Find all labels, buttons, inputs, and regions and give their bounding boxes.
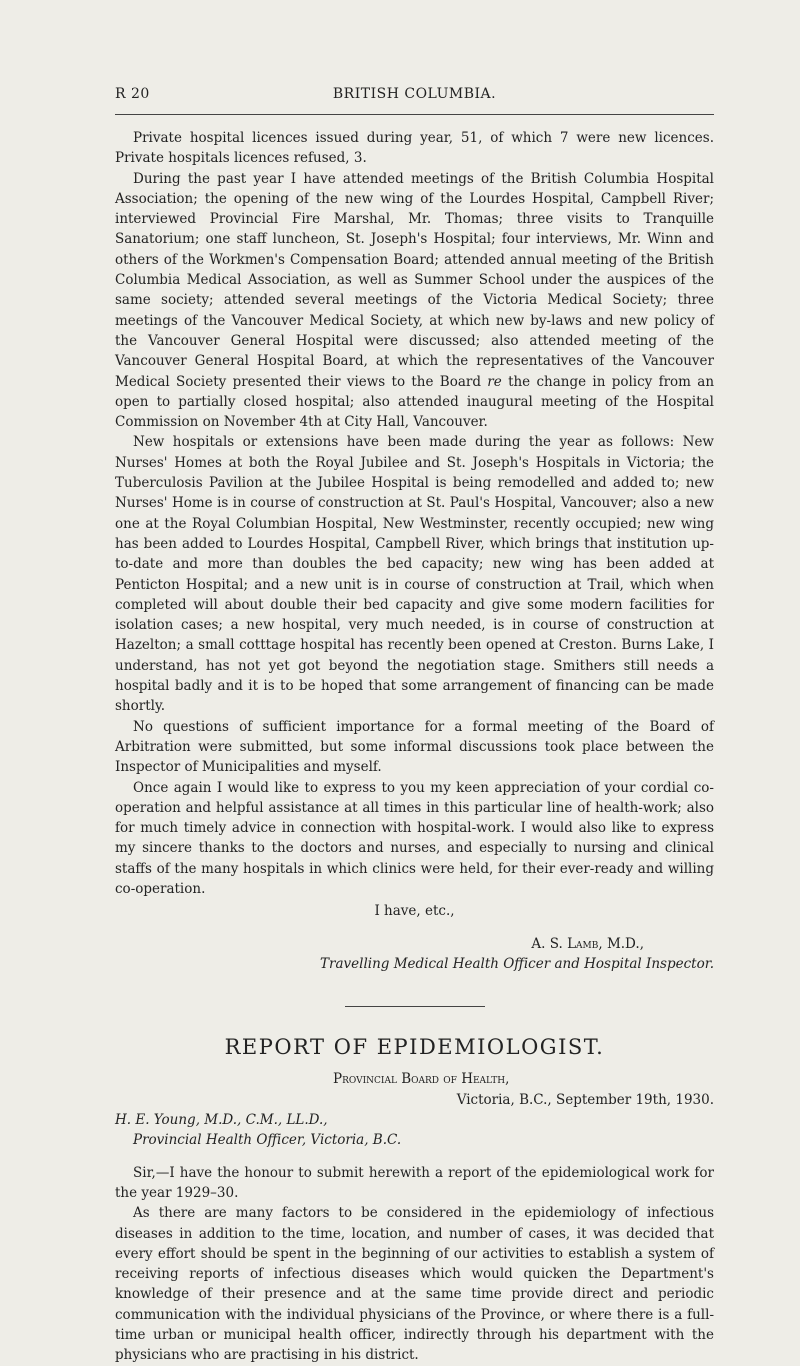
meetings-text-a: During the past year I have attended meetings of the British Columbia Hospital Association; the opening of the new wing of the Lourdes Hospital, Campbell River; interviewed Provincial Fire Marshal, Mr. Thomas; three visits to Tranquille Sanatorium; one staff luncheon, St. Joseph's Hospital; four interviews, Mr. Winn and others of the Workmen's Compensation Board; attended annual meeting of the British Columbia Medical Association, as well as Summer School under the auspices of the same society; attended several meetings of the Victoria Medical Society; three meetings of the Vancouver Medical Society, at which new by-laws and new policy of the Vancouver General Hospital were discussed; also attended meeting of the Vancouver General Hospital Board, at which the representatives of the Vancouver Medical Society presented their views to the Board (115, 170, 714, 390)
paragraph-licences: Private hospital licences issued during year, 51, of which 7 were new licences. Private hospitals licences refused, 3. (115, 130, 714, 167)
addressee-name (115, 1110, 714, 1130)
paragraph-epidemiology: As there are many factors to be considered in the epidemiology of infectious diseases in addition to the time, location, and number of cases, it was decided that every effort should be spent in the beginning of our activities to establish a system of receiving reports of infectious diseases which would quicken the Department's knowledge of their presence and at the same time provide direct and periodic communication with the individual physicians of the Province, or where there is a full-time urban or municipal health officer, indirectly through his department with the physicians who are practising in his district. (115, 1205, 714, 1364)
running-head (115, 86, 714, 106)
paragraph-meetings (115, 169, 714, 433)
signature (115, 934, 714, 954)
addressee-name-text: H. E. Young, M.D., C.M., LL.D., (115, 1112, 328, 1129)
paragraph-new-hospitals: New hospitals or extensions have been made during the year as follows: New Nurses' Homes at both the Royal Jubilee and St. Joseph's Hospitals in Victoria; the Tuberculosis Pavilion at the Jubilee Hospital is being remodelled and added to; new Nurses' Home is in course of construction at St. Paul's Hospital, Vancouver; also a new one at the Royal Columbian Hospital, New Westminster, recently occupied; new wing has been added to Lourdes Hospital, Campbell River, which brings that institution up-to-date and more than doubles the bed capacity; new wing has been added at Penticton Hospital; and a new unit is in course of construction at Trail, which when completed will about double their bed capacity and give some modern facilities for isolation cases; a new hospital, very much needed, is in course of construction at Hazelton; a small cotttage hospital has recently been opened at Creston. Burns Lake, I understand, has not yet got beyond the negotiation stage. Smithers still needs a hospital badly and it is to be hoped that some arrangement of financing can be made shortly. (115, 434, 714, 715)
page-number: R 20 (115, 86, 150, 102)
meetings-re: re (487, 373, 502, 390)
signature-title (115, 954, 714, 974)
meetings-text-b: the change in policy from an open to partially closed hospital; also attended inaugural meeting of the Hospital Commission on November 4th at City Hall, Vancouver. (115, 373, 715, 431)
running-title: BRITISH COLUMBIA. (332, 86, 497, 102)
section-heading: REPORT OF EPIDEMIOLOGIST. (224, 1035, 605, 1060)
letterhead-place-date: Victoria, B.C., September 19th, 1930. (456, 1091, 714, 1108)
header-rule (115, 114, 714, 115)
signature-name: A. S. Lamb, M.D., (531, 935, 644, 952)
paragraph-arbitration: No questions of sufficient importance for a formal meeting of the Board of Arbitration were submitted, but some informal discussions took place between the Inspector of Municipalities and myself. (115, 718, 714, 776)
closing: I have, etc., (374, 903, 455, 920)
letterhead-org (115, 1069, 714, 1089)
letterhead-org-text: Provincial Board of Health, (333, 1071, 510, 1088)
paragraph-salutation: Sir,—I have the honour to submit herewith a report of the epidemiological work for the year 1929–30. (115, 1164, 714, 1201)
addressee-title-text: Provincial Health Officer, Victoria, B.C. (133, 1132, 402, 1149)
paragraph-appreciation: Once again I would like to express to you my keen appreciation of your cordial co-operation and helpful assistance at all times in this particular line of health-work; also for much timely advice in connection with hospital-work. I would also like to express my sincere thanks to the doctors and nurses, and especially to nursing and clinical staffs of the many hospitals in which clinics were held, for their ever-ready and willing co-operation. (115, 779, 714, 897)
addressee-title (115, 1130, 714, 1150)
page-body (115, 128, 714, 1366)
section-divider (345, 1006, 485, 1007)
signature-title-text: Travelling Medical Health Officer and Hospital Inspector. (320, 955, 714, 972)
